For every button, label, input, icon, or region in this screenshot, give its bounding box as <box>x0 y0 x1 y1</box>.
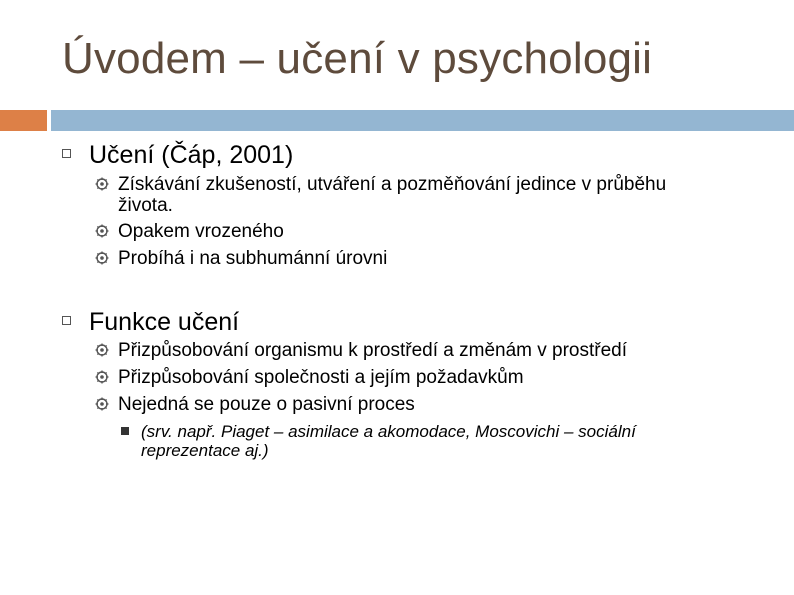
list-item-text: Získávání zkušeností, utváření a pozměňování jedince v průběhu <box>118 174 667 195</box>
gear-bullet-icon <box>95 397 109 411</box>
list-item-text: Přizpůsobování společnosti a jejím požadavkům <box>118 367 524 388</box>
list-item-text: Přizpůsobování organismu k prostředí a změnám v prostředí <box>118 340 628 361</box>
accent-bar-blue <box>51 110 794 131</box>
gear-bullet-icon <box>95 177 109 191</box>
sub-list-item-text: (srv. např. Piaget – asimilace a akomodace, Moscovichi – sociální <box>141 422 636 441</box>
sub-list-item-text: reprezentace aj.) <box>141 441 269 460</box>
gear-bullet-icon <box>95 370 109 384</box>
gear-bullet-icon <box>95 224 109 238</box>
list-item-text: života. <box>118 195 173 216</box>
filled-square-bullet-icon <box>121 427 129 435</box>
list-item-text: Opakem vrozeného <box>118 221 284 242</box>
list-item-text: Nejedná se pouze o pasivní proces <box>118 394 415 415</box>
list-item-text: Probíhá i na subhumánní úrovni <box>118 248 388 269</box>
gear-bullet-icon <box>95 343 109 357</box>
square-bullet-icon <box>62 316 71 325</box>
slide-title: Úvodem – učení v psychologii <box>62 34 653 83</box>
square-bullet-icon <box>62 149 71 158</box>
gear-bullet-icon <box>95 251 109 265</box>
accent-bar-orange <box>0 110 47 131</box>
